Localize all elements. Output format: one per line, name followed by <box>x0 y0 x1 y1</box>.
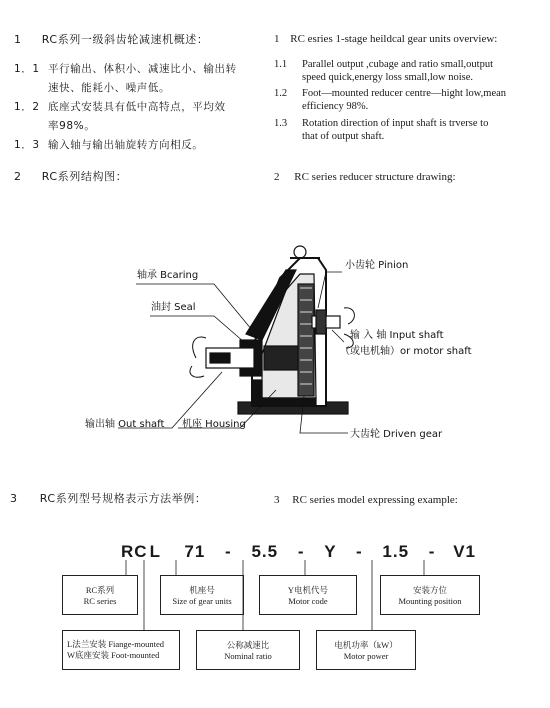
item-text: 底座式安装具有低中高特点，平均效 <box>48 101 226 113</box>
list-item-cont <box>14 119 269 138</box>
code-dash: - <box>225 542 232 561</box>
box-text-cn: 安装方位 <box>412 585 447 595</box>
list-item <box>14 62 269 81</box>
item-text: Parallel output ,cubage and ratio small,output <box>302 59 493 70</box>
item-text: 平行输出、体积小、减速比小、输出转 <box>48 63 237 75</box>
box-text-cn: Y电机代号 <box>287 585 329 595</box>
section-3-title-cn <box>10 492 207 506</box>
box-motor-power <box>316 630 416 670</box>
item-text: Rotation direction of input shaft is trverse to <box>302 118 489 129</box>
list-item <box>274 117 544 130</box>
section-1-title-cn <box>14 33 209 47</box>
item-text: speed quick,energy loss small,low noise. <box>302 72 473 83</box>
section-2-title-en <box>274 170 456 184</box>
list-item <box>274 58 544 71</box>
section-title: RC系列结构图： <box>41 170 128 183</box>
section-3-title-en <box>274 493 458 507</box>
box-nominal-ratio <box>196 630 300 670</box>
item-text: 输入轴与输出轴旋转方向相反。 <box>48 139 204 151</box>
item-number: 1.3 <box>274 118 288 129</box>
item-text: 率98%。 <box>48 120 96 132</box>
code-pos: V1 <box>453 542 476 561</box>
box-text-en: Motor code <box>288 596 328 606</box>
item-text: efficiency 98%. <box>302 101 369 112</box>
section-number: 2 <box>14 170 22 183</box>
label-seal: 油封 Seal <box>151 302 196 313</box>
box-text-en: Size of gear units <box>172 596 232 606</box>
label-housing: 机座 Housing <box>182 419 246 430</box>
item-number: 1.1 <box>274 59 288 70</box>
section-number: 1 <box>14 33 22 46</box>
list-item-cont <box>274 130 544 143</box>
section-title: RC esries 1-stage heildcal gear units overview: <box>290 33 498 45</box>
overview-list-en <box>274 58 544 143</box>
section-title: RC series model expressing example: <box>292 494 458 506</box>
label-input-shaft: 输 入 轴 Input shaft <box>350 330 444 341</box>
box-mounting-position <box>380 575 480 615</box>
code-dash: - <box>356 542 363 561</box>
code-dash: - <box>428 542 436 561</box>
item-text: Foot—mounted reducer centre—hight low,mean <box>302 88 507 99</box>
reducer-structure-drawing <box>0 230 550 450</box>
item-number: 1．3 <box>14 139 40 151</box>
section-2-title-cn <box>14 170 127 184</box>
model-code <box>121 542 476 562</box>
section-number: 3 <box>10 492 18 505</box>
item-text: 速快、能耗小、噪声低。 <box>48 82 171 94</box>
code-size: 71 <box>184 542 206 561</box>
reducer-illustration <box>206 246 348 414</box>
box-text-cn: 公称减速比 <box>226 640 270 650</box>
section-1-title-en <box>274 32 497 46</box>
code-dash: - <box>297 542 305 561</box>
box-rc-series <box>62 575 138 615</box>
list-item <box>14 100 269 119</box>
box-text-en: Mounting position <box>398 596 462 606</box>
section-number: 2 <box>274 171 280 183</box>
box-text-cn: 机座号 <box>189 585 215 595</box>
section-title: RC系列型号规格表示方法举例： <box>39 492 207 505</box>
box-text-en: RC series <box>83 596 117 606</box>
box-text-en: Motor power <box>343 651 389 661</box>
label-driven-gear: 大齿轮 Driven gear <box>350 429 443 440</box>
list-item-cont <box>14 81 269 100</box>
item-number: 1．2 <box>14 101 40 113</box>
box-text: W底座安装 Foot-mounted <box>67 650 160 660</box>
code-motor: Y <box>324 542 337 561</box>
overview-list-cn <box>14 62 269 157</box>
section-number: 3 <box>274 494 280 506</box>
box-text-cn: 电机功率（kW） <box>334 640 398 650</box>
section-title: RC series reducer structure drawing: <box>294 171 456 183</box>
code-ratio: 5.5 <box>251 542 279 561</box>
list-item <box>274 87 544 100</box>
box-motor-code <box>259 575 357 615</box>
section-title: RC系列一级斜齿轮减速机概述： <box>41 33 209 46</box>
list-item <box>14 138 269 157</box>
list-item-cont <box>274 71 544 87</box>
box-text: L法兰安装 Fiange-mounted <box>67 639 165 649</box>
box-text-cn: RC系列 <box>85 585 115 595</box>
section-number: 1 <box>274 33 280 45</box>
item-number: 1．1 <box>14 63 40 75</box>
list-item-cont <box>274 100 544 117</box>
label-bearing: 轴承 Bcaring <box>137 270 199 281</box>
box-text-en: Nominal ratio <box>224 651 272 661</box>
item-number: 1.2 <box>274 88 288 99</box>
label-motor-shaft: （或电机轴）or motor shaft <box>340 346 472 357</box>
code-power: 1.5 <box>382 542 410 561</box>
item-text: that of output shaft. <box>302 131 385 142</box>
code-l: L <box>149 542 161 561</box>
code-rc: RC <box>121 542 148 561</box>
label-pinion: 小齿轮 Pinion <box>345 260 409 271</box>
label-out-shaft: 输出轴 Out shaft <box>85 419 165 430</box>
box-size <box>160 575 244 615</box>
box-mounting-type <box>62 630 180 670</box>
